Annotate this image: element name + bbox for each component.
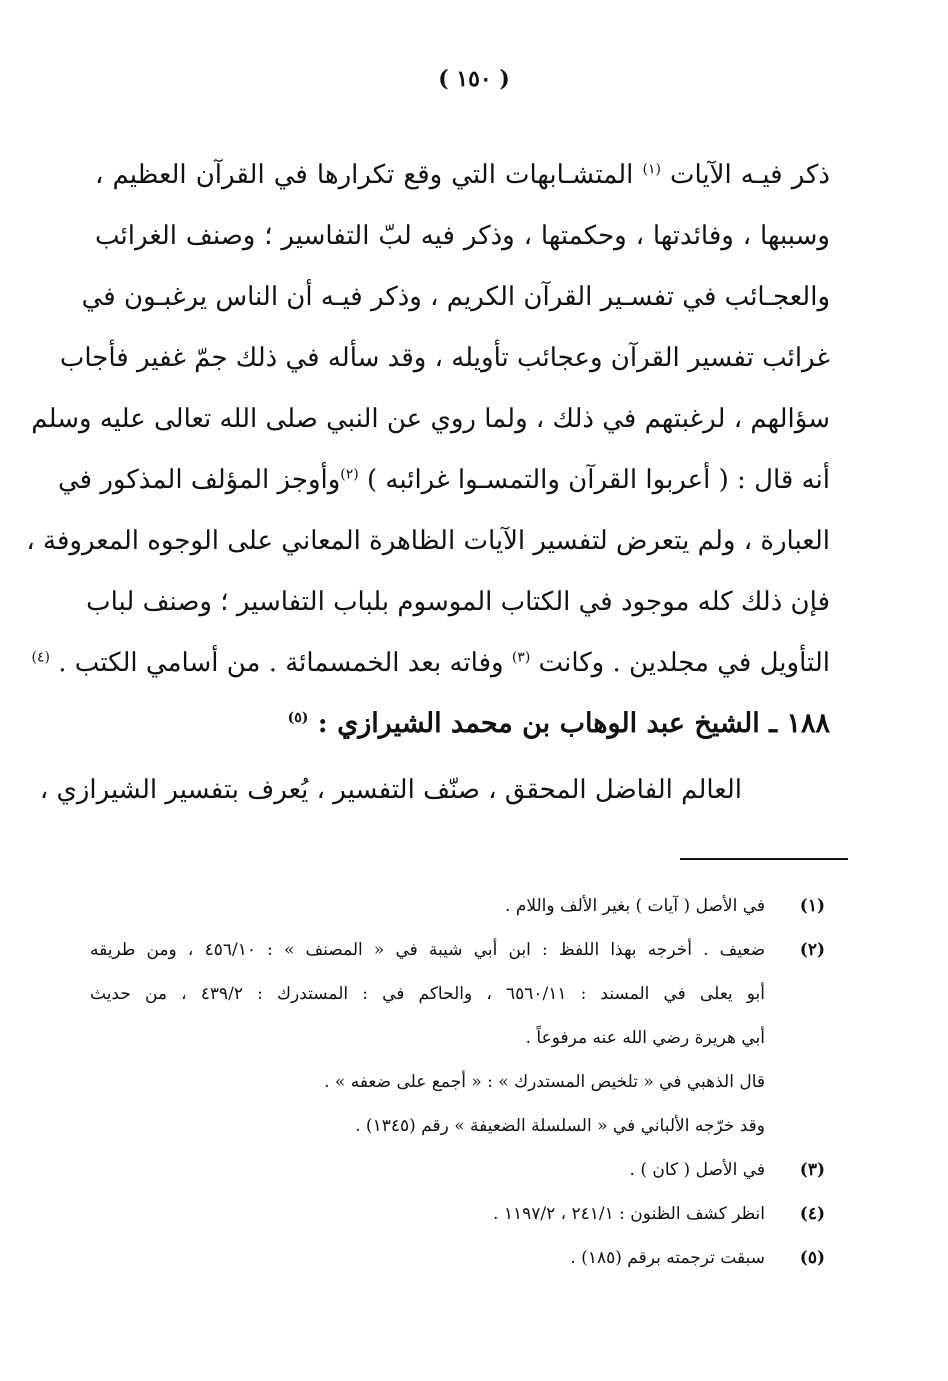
page-number: ( ١٥٠ ) xyxy=(438,66,510,92)
footnote-continuation xyxy=(90,1020,825,1064)
text-line: والعجـائب في تفسـير القرآن الكريم ، وذكر فيـه أن الناس يرغبـون في xyxy=(81,282,830,312)
footnote-number: (٥) xyxy=(799,1248,825,1268)
footnote-ref[interactable]: (٣) xyxy=(511,649,531,666)
text-line: ذكر فيـه الآيات $^{(١)}$ المتشـابهات التي وقع تكرارها في القرآن العظيم ، xyxy=(95,160,830,190)
footnote-number: (٤) xyxy=(799,1204,825,1224)
text-line: أنه قال : ( أعربوا القرآن والتمسـوا غرائبه ) $^{(٢)}$وأوجز المؤلف المذكور في xyxy=(58,465,830,495)
footnote-text: أبي هريرة رضي الله عنه مرفوعاً . xyxy=(525,1028,765,1048)
footnote-number: (٢) xyxy=(799,940,825,960)
footnote-ref[interactable]: (٥) xyxy=(287,710,309,726)
footnote xyxy=(90,1196,825,1240)
text-line: التأويل في مجلدين . وكانت $^{(٣)}$ وفاته بعد الخمسمائة . من أسامي الكتب . $^{(٤)}$ xyxy=(31,648,830,678)
text-line: فإن ذلك كله موجود في الكتاب الموسوم بلباب التفاسير ؛ وصنف لباب xyxy=(86,587,830,617)
text-line: غرائب تفسير القرآن وعجائب تأويله ، وقد سأله في ذلك جمّ غفير فأجاب xyxy=(59,343,830,373)
footnote xyxy=(90,1152,825,1196)
footnote-text: في الأصل ( آيات ) بغير الألف واللام . xyxy=(505,896,765,916)
footnote-continuation xyxy=(90,1108,825,1152)
footnote-ref[interactable]: (٤) xyxy=(31,649,50,666)
footnote-number: (٣) xyxy=(799,1160,825,1180)
footnote-text: في الأصل ( كان ) . xyxy=(629,1160,765,1180)
footnote-text: سبقت ترجمته برقم (١٨٥) . xyxy=(570,1248,765,1268)
entry-heading: ١٨٨ ـ الشيخ عبد الوهاب بن محمد الشيرازي : $^{(٥)}$ xyxy=(287,708,830,739)
main-text xyxy=(26,150,830,826)
footnote-separator xyxy=(680,858,848,860)
footnote xyxy=(90,932,825,976)
footnote-text: أبو يعلى في المسند : ٦٥٦٠/١١ ، والحاكم في : المستدرك : ٤٣٩/٢ ، من حديث xyxy=(90,984,765,1004)
footnote-continuation xyxy=(90,976,825,1020)
footnote-text: قال الذهبي في « تلخيص المستدرك » : « أجمع على ضعفه » . xyxy=(324,1072,765,1092)
footnote xyxy=(90,1240,825,1284)
text-line: العالم الفاضل المحقق ، صنّف التفسير ، يُعرف بتفسير الشيرازي ، xyxy=(39,775,742,805)
text-line: سؤالهم ، لرغبتهم في ذلك ، ولما روي عن النبي صلى الله تعالى عليه وسلم xyxy=(31,404,830,434)
footnote xyxy=(90,888,825,932)
text-line: العبارة ، ولم يتعرض لتفسير الآيات الظاهرة المعاني على الوجوه المعروفة ، xyxy=(26,526,830,556)
text-line: وسببها ، وفائدتها ، وحكمتها ، وذكر فيه لبّ التفاسير ؛ وصنف الغرائب xyxy=(95,221,830,251)
footnote-text: وقد خرّجه الألباني في « السلسلة الضعيفة » رقم (١٣٤٥) . xyxy=(355,1116,765,1136)
footnote-continuation xyxy=(90,1064,825,1108)
footnote-number: (١) xyxy=(799,896,825,916)
footnote-text: انظر كشف الظنون : ٢٤١/١ ، ١١٩٧/٢ . xyxy=(493,1204,765,1224)
footnote-ref[interactable]: (١) xyxy=(642,161,661,178)
footnote-text: ضعيف . أخرجه بهذا اللفظ : ابن أبي شيبة في « المصنف » : ٤٥٦/١٠ ، ومن طريقه xyxy=(90,940,766,960)
footnote-ref[interactable]: (٢) xyxy=(340,466,359,483)
footnotes xyxy=(90,888,825,1284)
